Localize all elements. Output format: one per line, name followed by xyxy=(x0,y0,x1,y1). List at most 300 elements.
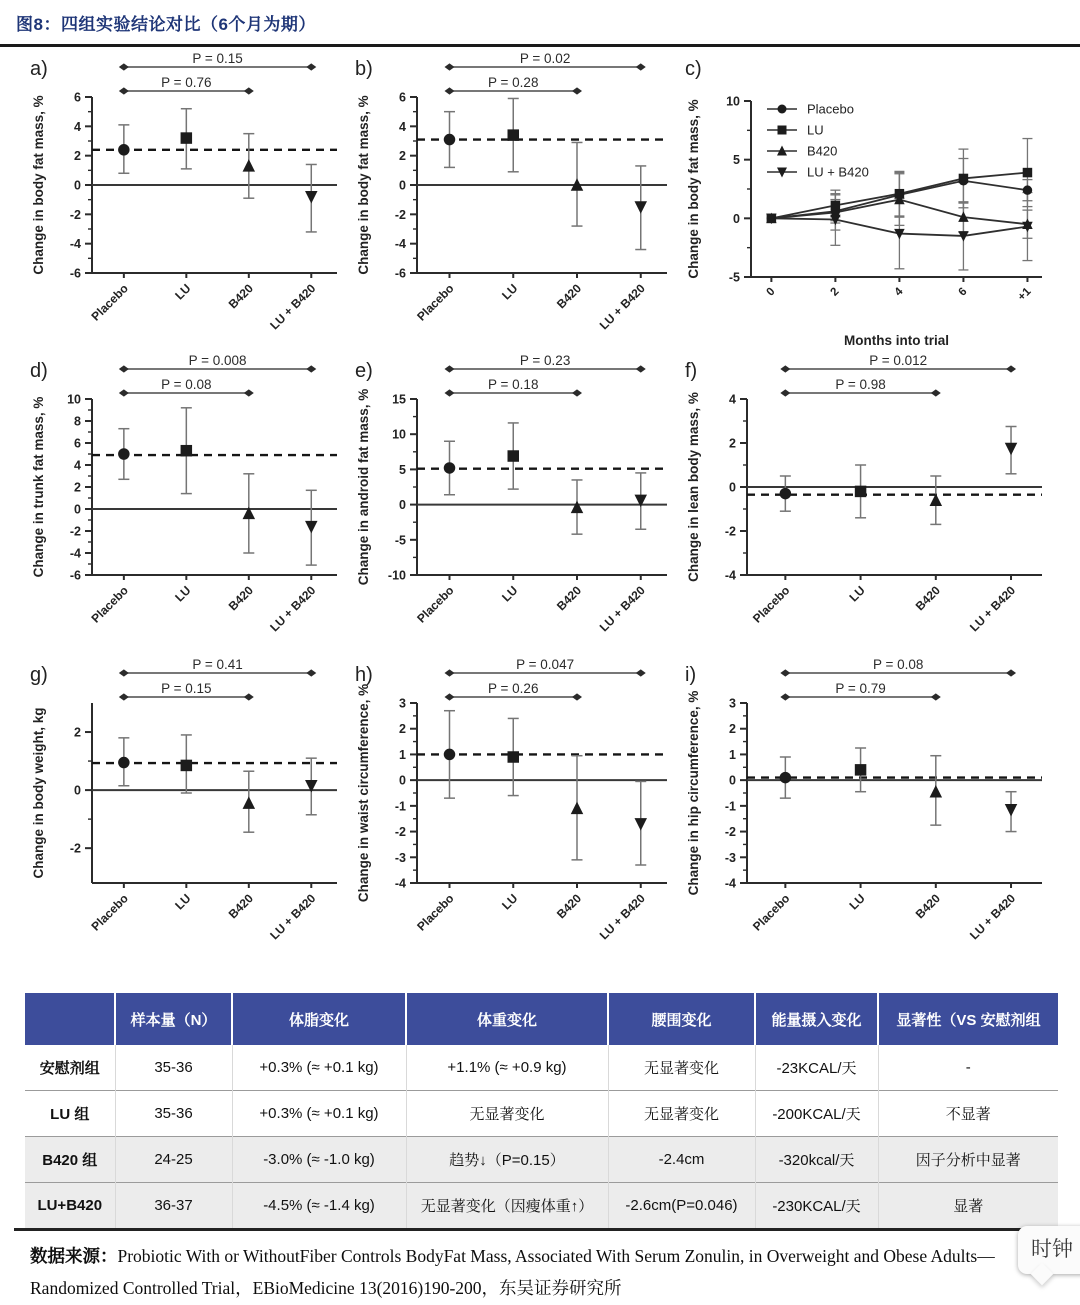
chart-c xyxy=(683,51,1058,353)
x-tick-label: Placebo xyxy=(750,891,793,934)
bracket-diamond-icon xyxy=(636,669,646,676)
table-header-cell: 能量摄入变化 xyxy=(755,993,878,1045)
table-body xyxy=(25,1045,1058,1228)
table-header-row xyxy=(25,993,1058,1045)
chart-a xyxy=(28,51,353,353)
panel-d xyxy=(28,353,353,657)
y-axis-label-group xyxy=(356,684,371,902)
y-tick-label: 10 xyxy=(67,392,81,407)
x-tick-label-group xyxy=(846,583,867,604)
panel-h xyxy=(353,657,683,983)
table-cell: -3.0% (≈ -1.0 kg) xyxy=(232,1137,406,1183)
p-value-label: P = 0.26 xyxy=(488,681,539,696)
marker-triangle-down-icon xyxy=(305,521,318,534)
marker-circle-icon xyxy=(118,757,130,769)
table-cell: 无显著变化（因瘦体重↑） xyxy=(406,1183,608,1229)
x-tick-label: LU + B420 xyxy=(966,583,1019,635)
y-tick-label: -4 xyxy=(69,546,81,561)
row-label-cell: LU+B420 xyxy=(25,1183,115,1229)
x-tick-label: LU xyxy=(499,281,521,303)
table-cell: +0.3% (≈ +0.1 kg) xyxy=(232,1045,406,1091)
y-tick-label: -2 xyxy=(724,524,736,539)
table-cell: 36-37 xyxy=(115,1183,232,1229)
y-tick-label: 5 xyxy=(733,153,740,168)
bracket-diamond-icon xyxy=(931,693,941,700)
x-tick-label-group xyxy=(913,583,943,613)
y-tick-label: 6 xyxy=(399,90,406,105)
panel-g xyxy=(28,657,353,983)
p-value-label: P = 0.79 xyxy=(835,681,886,696)
y-tick-label: -6 xyxy=(69,266,81,281)
p-value-label: P = 0.41 xyxy=(192,657,243,672)
x-tick-label: LU xyxy=(172,891,194,913)
x-tick-label: LU + B420 xyxy=(267,281,319,333)
y-tick-label: -5 xyxy=(728,270,740,285)
y-tick-label: 0 xyxy=(74,502,81,517)
x-tick-label: B420 xyxy=(225,583,256,614)
table-header-cell: 显著性（VS 安慰剂组 xyxy=(878,993,1058,1045)
bracket-diamond-icon xyxy=(780,693,790,700)
table-cell: 35-36 xyxy=(115,1091,232,1137)
x-tick-label-group xyxy=(414,891,456,933)
table-cell: 趋势↓（P=0.15） xyxy=(406,1137,608,1183)
x-tick-label: 4 xyxy=(892,285,906,299)
x-tick-label-group xyxy=(750,891,792,933)
y-axis-label: Change in trunk fat mass, % xyxy=(31,396,46,578)
y-axis-label-group xyxy=(686,691,701,896)
y-tick-label: -6 xyxy=(394,266,406,281)
y-axis-label-group xyxy=(686,99,701,278)
x-axis-label: Months into trial xyxy=(844,333,949,348)
y-tick-label: -4 xyxy=(394,876,406,891)
table-row xyxy=(25,1091,1058,1137)
bracket-diamond-icon xyxy=(306,669,316,676)
marker-square-icon xyxy=(855,764,867,776)
chart-f xyxy=(683,353,1058,657)
bracket-diamond-icon xyxy=(1006,669,1016,676)
y-axis-label: Change in hip circumference, % xyxy=(686,690,701,896)
p-value-label: P = 0.02 xyxy=(519,51,571,66)
y-tick-label: 0 xyxy=(729,773,736,788)
panel-f xyxy=(683,353,1058,657)
marker-triangle-down-icon xyxy=(305,191,318,204)
bracket-diamond-icon xyxy=(306,365,316,372)
table-header-cell: 样本量（N） xyxy=(115,993,232,1045)
table-header-cell xyxy=(25,993,115,1045)
table-cell: 35-36 xyxy=(115,1045,232,1091)
bracket-diamond-icon xyxy=(636,63,646,70)
x-tick-label-group xyxy=(499,583,520,604)
marker-triangle-up-icon xyxy=(571,802,584,815)
p-value-label: P = 0.047 xyxy=(516,657,575,672)
x-tick-label: Placebo xyxy=(88,891,131,934)
x-tick-label-group xyxy=(89,583,131,625)
y-tick-label: -4 xyxy=(394,237,406,252)
x-tick-label: B420 xyxy=(225,891,256,922)
marker-triangle-up-icon xyxy=(930,785,943,798)
y-tick-label: 1 xyxy=(729,747,736,762)
y-tick-label: -2 xyxy=(394,207,406,222)
y-tick-label: 15 xyxy=(392,392,406,407)
bubble-text: 时钟 xyxy=(1031,1238,1073,1261)
table-cell: 无显著变化 xyxy=(406,1091,608,1137)
y-axis-label: Change in lean body mass, % xyxy=(686,392,701,582)
y-tick-label: -1 xyxy=(724,799,736,814)
y-axis-label-group xyxy=(31,707,46,878)
y-tick-label: 0 xyxy=(729,480,736,495)
x-tick-label-group xyxy=(414,281,456,323)
marker-square-icon xyxy=(181,760,193,772)
chart-g xyxy=(28,657,353,983)
legend-label: LU + B420 xyxy=(807,164,869,180)
x-tick-label-group xyxy=(226,891,256,921)
panel-letter: b) xyxy=(355,58,373,80)
y-tick-label: 4 xyxy=(729,392,736,407)
x-tick-label-group xyxy=(750,583,792,625)
y-tick-label: -4 xyxy=(724,876,736,891)
x-tick-label-group xyxy=(414,583,456,625)
table-cell: 24-25 xyxy=(115,1137,232,1183)
table-cell: - xyxy=(878,1045,1058,1091)
bracket-diamond-icon xyxy=(445,669,455,676)
x-tick-label: Placebo xyxy=(88,583,131,626)
y-tick-label: 3 xyxy=(729,696,736,711)
bracket-diamond-icon xyxy=(306,63,316,70)
x-tick-label-group xyxy=(597,281,648,332)
y-tick-label: -3 xyxy=(724,850,736,865)
x-tick-label-group xyxy=(267,891,318,942)
x-tick-label: LU xyxy=(172,583,194,605)
x-tick-label: LU xyxy=(172,281,194,303)
y-tick-label: -2 xyxy=(724,825,736,840)
title-divider xyxy=(0,44,1080,47)
p-value-label: P = 0.15 xyxy=(161,681,212,696)
chart-h xyxy=(353,657,683,983)
y-tick-label: 2 xyxy=(74,725,81,740)
panel-c xyxy=(683,51,1058,353)
x-tick-label: LU + B420 xyxy=(966,891,1019,943)
x-tick-label-group xyxy=(554,583,584,613)
row-label-cell: 安慰剂组 xyxy=(39,1060,100,1077)
y-tick-label: 0 xyxy=(399,498,406,513)
bracket-diamond-icon xyxy=(572,693,582,700)
y-tick-label: 2 xyxy=(729,722,736,737)
table-cell: -4.5% (≈ -1.4 kg) xyxy=(232,1183,406,1229)
y-tick-label: -10 xyxy=(387,568,406,583)
y-tick-label: 3 xyxy=(399,696,406,711)
marker-square-icon xyxy=(508,450,520,462)
y-tick-label: 0 xyxy=(733,211,740,226)
table-cell: -2.4cm xyxy=(608,1137,755,1183)
marker-circle-icon xyxy=(780,488,792,500)
marker-square-icon xyxy=(181,132,193,144)
y-tick-label: 0 xyxy=(399,178,406,193)
x-tick-label: LU + B420 xyxy=(596,891,648,943)
panel-a xyxy=(28,51,353,353)
source-text: Probiotic With or WithoutFiber Controls BodyFat Mass, Associated With Serum Zonulin, in Overweight and Obese Adults—Randomized Controlled Trial，EBioMedicine 13(2016)190-200，东吴证券研究所 xyxy=(30,1246,995,1299)
bracket-diamond-icon xyxy=(244,389,254,396)
x-tick-label-group xyxy=(957,286,970,299)
x-tick-label: Placebo xyxy=(88,281,131,324)
marker-triangle-down-icon xyxy=(635,818,648,831)
chart-b xyxy=(353,51,683,353)
p-value-label: P = 0.28 xyxy=(488,75,539,90)
table-header-cell: 腰围变化 xyxy=(608,993,755,1045)
y-tick-label: 6 xyxy=(74,90,81,105)
marker-square-icon xyxy=(1023,168,1032,178)
x-tick-label: B420 xyxy=(225,281,256,312)
y-tick-label: 10 xyxy=(392,427,406,442)
p-value-label: P = 0.012 xyxy=(869,353,928,368)
row-label-cell: LU 组 xyxy=(25,1091,115,1137)
table-cell: 无显著变化 xyxy=(608,1091,755,1137)
x-tick-label: Placebo xyxy=(414,891,457,934)
p-value-label: P = 0.18 xyxy=(488,377,539,392)
legend-label: B420 xyxy=(807,143,838,159)
legend-label: LU xyxy=(807,122,824,138)
panel-letter: g) xyxy=(30,664,48,686)
table-cell: -2.6cm(P=0.046) xyxy=(608,1183,755,1229)
x-tick-label: LU + B420 xyxy=(596,583,648,635)
marker-circle-icon xyxy=(118,144,130,156)
y-tick-label: -4 xyxy=(69,237,81,252)
x-tick-label: 6 xyxy=(956,285,970,299)
bracket-diamond-icon xyxy=(445,365,455,372)
x-tick-label-group xyxy=(89,891,131,933)
marker-triangle-down-icon xyxy=(635,201,648,214)
panel-letter: h) xyxy=(355,664,373,686)
y-tick-label: 2 xyxy=(729,436,736,451)
y-tick-label: 2 xyxy=(399,149,406,164)
x-tick-label: B420 xyxy=(912,891,943,922)
marker-circle-icon xyxy=(1023,185,1032,195)
p-value-label: P = 0.98 xyxy=(835,377,886,392)
x-tick-label-group xyxy=(1016,285,1034,303)
y-tick-label: 0 xyxy=(399,773,406,788)
p-value-label: P = 0.08 xyxy=(872,657,924,672)
y-tick-label: -2 xyxy=(69,841,81,856)
bracket-diamond-icon xyxy=(119,693,129,700)
charts-grid xyxy=(28,51,1080,983)
x-tick-label: LU xyxy=(846,891,868,913)
y-tick-label: 2 xyxy=(399,722,406,737)
legend-label: Placebo xyxy=(807,101,854,117)
table-cell: 因子分析中显著 xyxy=(878,1137,1058,1183)
table-row xyxy=(25,1045,1058,1091)
marker-square-icon xyxy=(959,174,969,184)
x-tick-label-group xyxy=(499,281,520,302)
x-tick-label-group xyxy=(967,583,1018,634)
bracket-diamond-icon xyxy=(445,693,455,700)
x-tick-label: LU + B420 xyxy=(267,891,319,943)
marker-triangle-down-icon xyxy=(1005,443,1018,456)
y-axis-label: Change in body fat mass, % xyxy=(356,95,371,275)
row-label-cell: B420 组 xyxy=(25,1137,115,1183)
x-tick-label: Placebo xyxy=(414,281,457,324)
x-tick-label-group xyxy=(913,891,943,921)
y-tick-label: 2 xyxy=(74,480,81,495)
y-axis-label-group xyxy=(356,389,371,586)
bracket-diamond-icon xyxy=(1006,365,1016,372)
marker-square-icon xyxy=(508,129,520,141)
table-header-cell: 体重变化 xyxy=(406,993,608,1045)
panel-letter: e) xyxy=(355,360,373,382)
x-tick-label-group xyxy=(828,286,841,299)
x-tick-label: 2 xyxy=(828,285,842,299)
x-tick-label-group xyxy=(893,285,906,298)
x-tick-label: LU + B420 xyxy=(267,583,319,635)
y-axis-label-group xyxy=(31,397,46,578)
x-tick-label: LU xyxy=(846,583,868,605)
marker-square-icon xyxy=(508,751,520,763)
bracket-diamond-icon xyxy=(572,389,582,396)
marker-triangle-up-icon xyxy=(243,796,256,809)
p-value-label: P = 0.76 xyxy=(161,75,212,90)
marker-triangle-down-icon xyxy=(1005,804,1018,817)
table-header-cell: 体脂变化 xyxy=(232,993,406,1045)
table-cell: 不显著 xyxy=(878,1091,1058,1137)
y-tick-label: -2 xyxy=(69,207,81,222)
source-prefix: 数据来源： xyxy=(30,1246,118,1266)
x-tick-label: LU xyxy=(499,583,521,605)
bracket-diamond-icon xyxy=(445,87,455,94)
table-cell: 显著 xyxy=(878,1183,1058,1229)
marker-circle-icon xyxy=(780,772,792,784)
x-tick-label-group xyxy=(172,281,193,302)
marker-triangle-up-icon xyxy=(243,159,256,172)
panel-letter: a) xyxy=(30,58,48,80)
bracket-diamond-icon xyxy=(119,87,129,94)
bracket-diamond-icon xyxy=(119,63,129,70)
bracket-diamond-icon xyxy=(780,669,790,676)
bracket-diamond-icon xyxy=(445,389,455,396)
panel-letter: c) xyxy=(685,58,702,80)
bracket-diamond-icon xyxy=(244,693,254,700)
x-tick-label-group xyxy=(554,281,584,311)
bracket-diamond-icon xyxy=(119,669,129,676)
y-tick-label: 2 xyxy=(74,149,81,164)
y-tick-label: -2 xyxy=(394,825,406,840)
table-cell: -23KCAL/天 xyxy=(755,1045,878,1091)
marker-circle-icon xyxy=(444,134,456,146)
panel-i xyxy=(683,657,1058,983)
overlay-tooltip-bubble[interactable] xyxy=(1018,1226,1080,1274)
y-tick-label: 0 xyxy=(74,783,81,798)
x-tick-label-group xyxy=(89,281,131,323)
x-tick-label-group xyxy=(597,583,648,634)
y-tick-label: 0 xyxy=(74,178,81,193)
x-tick-label: LU xyxy=(499,891,521,913)
panel-letter: d) xyxy=(30,360,48,382)
y-axis-label: Change in waist circumference, % xyxy=(356,683,371,903)
x-tick-label-group xyxy=(499,891,520,912)
x-tick-label: Placebo xyxy=(750,583,793,626)
bracket-diamond-icon xyxy=(780,365,790,372)
y-axis-label: Change in body fat mass, % xyxy=(686,99,701,279)
y-tick-label: -5 xyxy=(394,533,406,548)
bracket-diamond-icon xyxy=(931,389,941,396)
source-note xyxy=(30,1240,1060,1305)
bracket-diamond-icon xyxy=(244,87,254,94)
y-axis-label: Change in android fat mass, % xyxy=(356,388,371,586)
chart-d xyxy=(28,353,353,657)
y-tick-label: -4 xyxy=(724,568,736,583)
table-row xyxy=(25,1183,1058,1229)
x-tick-label-group xyxy=(967,891,1018,942)
panel-b xyxy=(353,51,683,353)
table-row xyxy=(25,1137,1058,1183)
panel-e xyxy=(353,353,683,657)
marker-circle-icon xyxy=(444,749,456,761)
bracket-diamond-icon xyxy=(445,63,455,70)
x-tick-label-group xyxy=(172,891,193,912)
y-tick-label: 4 xyxy=(74,119,81,134)
table-cell: -320kcal/天 xyxy=(755,1137,878,1183)
x-tick-label-group xyxy=(267,583,318,634)
bracket-diamond-icon xyxy=(636,365,646,372)
x-tick-label: LU + B420 xyxy=(596,281,648,333)
table-cell: -230KCAL/天 xyxy=(755,1183,878,1229)
bracket-diamond-icon xyxy=(119,365,129,372)
y-tick-label: 10 xyxy=(726,94,740,109)
x-tick-label-group xyxy=(554,891,584,921)
panel-letter: i) xyxy=(685,664,697,686)
y-axis-label-group xyxy=(686,392,701,582)
x-tick-label-group xyxy=(597,891,648,942)
marker-circle-icon xyxy=(444,462,456,474)
x-tick-label-group xyxy=(172,583,193,604)
y-tick-label: -3 xyxy=(394,850,406,865)
y-tick-label: 4 xyxy=(399,119,406,134)
panel-letter: f) xyxy=(685,360,698,382)
x-tick-label-group xyxy=(764,286,777,299)
x-tick-label: B420 xyxy=(553,583,585,614)
y-tick-label: 8 xyxy=(74,414,81,429)
x-tick-label: Placebo xyxy=(414,583,457,626)
chart-e xyxy=(353,353,683,657)
chart-i xyxy=(683,657,1058,983)
x-tick-label: +1 xyxy=(1015,285,1034,304)
table-cell: +0.3% (≈ +0.1 kg) xyxy=(232,1091,406,1137)
x-tick-label-group xyxy=(267,281,318,332)
marker-circle-icon xyxy=(118,448,130,460)
y-tick-label: 5 xyxy=(399,462,406,477)
marker-square-icon xyxy=(855,486,867,498)
marker-circle-icon xyxy=(778,105,787,114)
results-table xyxy=(25,993,1058,1228)
x-tick-label-group xyxy=(846,891,867,912)
x-tick-label-group xyxy=(226,583,256,613)
table-cell: +1.1% (≈ +0.9 kg) xyxy=(406,1045,608,1091)
y-tick-label: 1 xyxy=(399,747,406,762)
y-tick-label: -6 xyxy=(69,568,81,583)
marker-triangle-up-icon xyxy=(571,501,584,514)
p-value-label: P = 0.008 xyxy=(188,353,247,368)
marker-square-icon xyxy=(181,445,193,457)
footer-divider xyxy=(14,1228,1080,1231)
y-tick-label: 6 xyxy=(74,436,81,451)
bracket-diamond-icon xyxy=(119,389,129,396)
p-value-label: P = 0.23 xyxy=(519,353,571,368)
y-axis-label-group xyxy=(356,95,371,274)
x-tick-label: B420 xyxy=(553,281,585,312)
x-tick-label: 0 xyxy=(764,285,778,299)
bracket-diamond-icon xyxy=(572,87,582,94)
figure-title: 图8：四组实验结论对比（6个月为期） xyxy=(16,15,316,34)
table-cell: -200KCAL/天 xyxy=(755,1091,878,1137)
y-axis-label: Change in body weight, kg xyxy=(31,707,46,879)
x-tick-label: B420 xyxy=(912,583,943,614)
